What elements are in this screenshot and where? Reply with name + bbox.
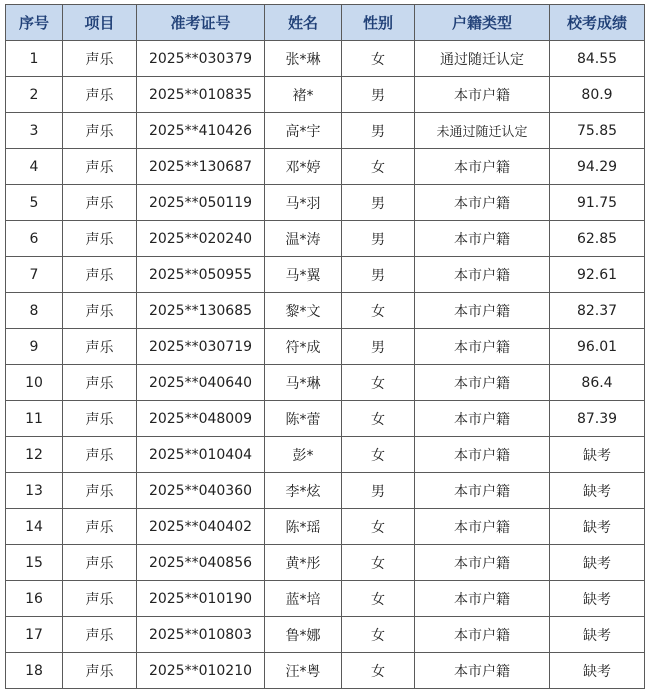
cell-gender: 女 — [342, 509, 415, 545]
cell-program: 声乐 — [63, 653, 137, 689]
table-row — [6, 41, 645, 77]
cell-program: 声乐 — [63, 41, 137, 77]
cell-program: 声乐 — [63, 149, 137, 185]
cell-household-type: 本市户籍 — [415, 509, 550, 545]
cell-score: 缺考 — [550, 545, 645, 581]
table-row — [6, 149, 645, 185]
cell-gender: 女 — [342, 293, 415, 329]
cell-name: 符*成 — [265, 329, 342, 365]
table-body — [6, 41, 645, 689]
cell-gender: 男 — [342, 221, 415, 257]
cell-score: 75.85 — [550, 113, 645, 149]
cell-household-type: 本市户籍 — [415, 401, 550, 437]
cell-exam-id: 2025**010404 — [137, 437, 265, 473]
cell-score: 84.55 — [550, 41, 645, 77]
cell-name: 汪*粤 — [265, 653, 342, 689]
table-row — [6, 545, 645, 581]
cell-household-type: 通过随迁认定 — [415, 41, 550, 77]
table-row — [6, 221, 645, 257]
table-row — [6, 437, 645, 473]
cell-serial: 9 — [6, 329, 63, 365]
cell-name: 张*琳 — [265, 41, 342, 77]
cell-name: 马*琳 — [265, 365, 342, 401]
cell-name: 黎*文 — [265, 293, 342, 329]
cell-name: 陈*蕾 — [265, 401, 342, 437]
cell-serial: 2 — [6, 77, 63, 113]
cell-score: 80.9 — [550, 77, 645, 113]
header-serial: 序号 — [6, 5, 63, 41]
cell-score: 82.37 — [550, 293, 645, 329]
cell-household-type: 本市户籍 — [415, 617, 550, 653]
cell-serial: 3 — [6, 113, 63, 149]
cell-gender: 男 — [342, 113, 415, 149]
cell-household-type: 本市户籍 — [415, 185, 550, 221]
cell-gender: 男 — [342, 185, 415, 221]
table-row — [6, 401, 645, 437]
cell-gender: 女 — [342, 653, 415, 689]
header-program: 项目 — [63, 5, 137, 41]
cell-exam-id: 2025**040360 — [137, 473, 265, 509]
cell-serial: 6 — [6, 221, 63, 257]
cell-serial: 4 — [6, 149, 63, 185]
cell-exam-id: 2025**040640 — [137, 365, 265, 401]
table-row — [6, 365, 645, 401]
cell-program: 声乐 — [63, 509, 137, 545]
cell-gender: 女 — [342, 365, 415, 401]
table-row — [6, 509, 645, 545]
cell-serial: 14 — [6, 509, 63, 545]
cell-program: 声乐 — [63, 113, 137, 149]
cell-household-type: 未通过随迁认定 — [415, 113, 550, 149]
header-exam-id: 准考证号 — [137, 5, 265, 41]
cell-exam-id: 2025**040402 — [137, 509, 265, 545]
cell-name: 鲁*娜 — [265, 617, 342, 653]
cell-household-type: 本市户籍 — [415, 653, 550, 689]
cell-score: 缺考 — [550, 437, 645, 473]
header-name: 姓名 — [265, 5, 342, 41]
cell-program: 声乐 — [63, 401, 137, 437]
cell-name: 彭* — [265, 437, 342, 473]
cell-program: 声乐 — [63, 293, 137, 329]
table-row — [6, 185, 645, 221]
table-row — [6, 329, 645, 365]
cell-name: 李*炫 — [265, 473, 342, 509]
cell-exam-id: 2025**040856 — [137, 545, 265, 581]
cell-name: 马*羽 — [265, 185, 342, 221]
cell-exam-id: 2025**050119 — [137, 185, 265, 221]
table-header-row — [6, 5, 645, 41]
cell-household-type: 本市户籍 — [415, 149, 550, 185]
cell-name: 黄*彤 — [265, 545, 342, 581]
cell-score: 62.85 — [550, 221, 645, 257]
cell-name: 马*翼 — [265, 257, 342, 293]
cell-name: 陈*瑶 — [265, 509, 342, 545]
cell-name: 邓*婷 — [265, 149, 342, 185]
cell-program: 声乐 — [63, 185, 137, 221]
cell-serial: 15 — [6, 545, 63, 581]
cell-serial: 17 — [6, 617, 63, 653]
cell-exam-id: 2025**048009 — [137, 401, 265, 437]
cell-household-type: 本市户籍 — [415, 365, 550, 401]
table-row — [6, 113, 645, 149]
cell-score: 87.39 — [550, 401, 645, 437]
cell-exam-id: 2025**010210 — [137, 653, 265, 689]
cell-serial: 12 — [6, 437, 63, 473]
cell-program: 声乐 — [63, 257, 137, 293]
cell-household-type: 本市户籍 — [415, 221, 550, 257]
cell-score: 92.61 — [550, 257, 645, 293]
cell-exam-id: 2025**020240 — [137, 221, 265, 257]
cell-exam-id: 2025**010803 — [137, 617, 265, 653]
cell-household-type: 本市户籍 — [415, 257, 550, 293]
cell-exam-id: 2025**010835 — [137, 77, 265, 113]
cell-serial: 8 — [6, 293, 63, 329]
cell-serial: 18 — [6, 653, 63, 689]
cell-name: 蓝*培 — [265, 581, 342, 617]
cell-program: 声乐 — [63, 545, 137, 581]
cell-score: 缺考 — [550, 509, 645, 545]
cell-program: 声乐 — [63, 221, 137, 257]
cell-score: 96.01 — [550, 329, 645, 365]
cell-household-type: 本市户籍 — [415, 293, 550, 329]
table-row — [6, 617, 645, 653]
cell-household-type: 本市户籍 — [415, 581, 550, 617]
header-score: 校考成绩 — [550, 5, 645, 41]
cell-gender: 女 — [342, 149, 415, 185]
cell-serial: 11 — [6, 401, 63, 437]
cell-gender: 女 — [342, 617, 415, 653]
cell-household-type: 本市户籍 — [415, 77, 550, 113]
cell-gender: 男 — [342, 473, 415, 509]
cell-score: 缺考 — [550, 581, 645, 617]
cell-serial: 16 — [6, 581, 63, 617]
cell-program: 声乐 — [63, 581, 137, 617]
cell-name: 温*涛 — [265, 221, 342, 257]
results-table-container — [5, 4, 645, 689]
cell-program: 声乐 — [63, 365, 137, 401]
table-row — [6, 473, 645, 509]
cell-score: 缺考 — [550, 617, 645, 653]
table-row — [6, 257, 645, 293]
cell-program: 声乐 — [63, 329, 137, 365]
cell-gender: 女 — [342, 545, 415, 581]
cell-serial: 1 — [6, 41, 63, 77]
cell-gender: 男 — [342, 257, 415, 293]
cell-exam-id: 2025**030379 — [137, 41, 265, 77]
table-row — [6, 77, 645, 113]
cell-exam-id: 2025**010190 — [137, 581, 265, 617]
cell-household-type: 本市户籍 — [415, 473, 550, 509]
cell-program: 声乐 — [63, 437, 137, 473]
cell-gender: 女 — [342, 437, 415, 473]
cell-exam-id: 2025**050955 — [137, 257, 265, 293]
cell-serial: 10 — [6, 365, 63, 401]
cell-gender: 女 — [342, 401, 415, 437]
cell-household-type: 本市户籍 — [415, 545, 550, 581]
cell-score: 94.29 — [550, 149, 645, 185]
cell-household-type: 本市户籍 — [415, 437, 550, 473]
cell-program: 声乐 — [63, 473, 137, 509]
cell-score: 91.75 — [550, 185, 645, 221]
cell-gender: 女 — [342, 581, 415, 617]
cell-program: 声乐 — [63, 77, 137, 113]
cell-score: 缺考 — [550, 473, 645, 509]
cell-exam-id: 2025**030719 — [137, 329, 265, 365]
cell-name: 高*宇 — [265, 113, 342, 149]
cell-name: 褚* — [265, 77, 342, 113]
cell-score: 缺考 — [550, 653, 645, 689]
cell-gender: 女 — [342, 41, 415, 77]
cell-serial: 13 — [6, 473, 63, 509]
cell-exam-id: 2025**130685 — [137, 293, 265, 329]
table-row — [6, 653, 645, 689]
cell-serial: 5 — [6, 185, 63, 221]
table-row — [6, 581, 645, 617]
cell-exam-id: 2025**130687 — [137, 149, 265, 185]
table-row — [6, 293, 645, 329]
cell-serial: 7 — [6, 257, 63, 293]
cell-score: 86.4 — [550, 365, 645, 401]
header-gender: 性别 — [342, 5, 415, 41]
cell-gender: 男 — [342, 329, 415, 365]
cell-program: 声乐 — [63, 617, 137, 653]
cell-exam-id: 2025**410426 — [137, 113, 265, 149]
cell-gender: 男 — [342, 77, 415, 113]
results-table — [5, 4, 645, 689]
header-household-type: 户籍类型 — [415, 5, 550, 41]
cell-household-type: 本市户籍 — [415, 329, 550, 365]
